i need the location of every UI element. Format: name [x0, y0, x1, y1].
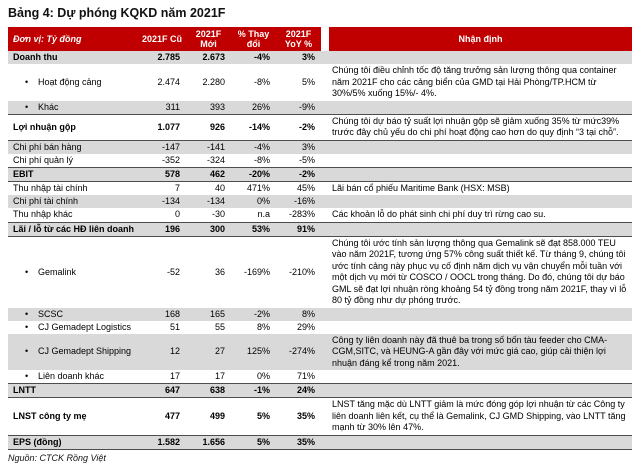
- table-row: [8, 334, 632, 371]
- row-label-cell: [8, 51, 138, 64]
- table-row: [8, 182, 632, 196]
- table-row: [8, 208, 632, 222]
- row-label: LNST công ty mẹ: [13, 410, 87, 421]
- cell-new: 40: [214, 182, 225, 193]
- row-comment: [329, 57, 632, 59]
- cell-yoy: -274%: [288, 346, 315, 357]
- cell-change: 53%: [251, 223, 270, 234]
- cell-old: 51: [169, 321, 180, 332]
- cell-yoy: -2%: [298, 168, 315, 179]
- cell-new: 2.673: [202, 52, 225, 62]
- cell-new: 300: [209, 223, 225, 234]
- cell-yoy: -210%: [288, 266, 315, 277]
- row-comment: Chúng tôi điều chỉnh tốc độ tăng trưởng sản lượng thông qua container năm 2021F cho các cảng biển của GMD tại Hải Phòng/TP.HCM từ 30%/5% xuống 15%/- 4%.: [332, 65, 617, 98]
- row-comment: [329, 106, 632, 108]
- row-label-cell: [8, 168, 138, 181]
- row-comment: Các khoản lỗ do phát sinh chi phí duy trì rừng cao su.: [332, 209, 546, 219]
- table-row: [8, 51, 632, 64]
- row-comment: [329, 326, 632, 328]
- cell-old: 578: [164, 168, 180, 179]
- cell-change: 5%: [256, 410, 270, 421]
- cell-yoy: -283%: [288, 209, 315, 220]
- row-label: Lãi / lỗ từ các HĐ liên doanh: [13, 223, 135, 234]
- cell-change: -1%: [253, 385, 270, 395]
- row-comment: [329, 390, 632, 392]
- row-label: CJ Gemadept Shipping: [38, 346, 132, 357]
- cell-new: 55: [214, 321, 225, 332]
- forecast-table: [8, 27, 632, 450]
- row-label-cell: [8, 154, 138, 167]
- cell-new: 393: [209, 101, 225, 112]
- cell-new: 462: [209, 168, 225, 179]
- table-row: [8, 398, 632, 435]
- row-comment: [329, 376, 632, 378]
- row-label-cell: [8, 266, 138, 279]
- table-title: Bảng 4: Dự phóng KQKD năm 2021F: [8, 6, 226, 20]
- cell-yoy: 91%: [296, 223, 315, 234]
- cell-new: 27: [214, 346, 225, 357]
- cell-new: 36: [214, 266, 225, 277]
- header-unit: Đơn vị: Tỷ đồng: [8, 27, 138, 51]
- cell-old: 1.582: [157, 436, 180, 447]
- cell-yoy: 45%: [296, 182, 315, 193]
- cell-yoy: 8%: [301, 308, 315, 319]
- cell-yoy: -2%: [298, 121, 315, 132]
- cell-yoy: -16%: [293, 196, 315, 206]
- cell-old: -352: [161, 154, 180, 165]
- row-label: Liên doanh khác: [38, 371, 105, 381]
- table-body: [8, 51, 632, 450]
- cell-old: 7: [174, 182, 180, 193]
- row-label: EPS (đồng): [13, 436, 62, 447]
- row-label: Chi phí tài chính: [13, 196, 79, 206]
- table-row: [8, 308, 632, 321]
- table-row: [8, 114, 632, 141]
- row-comment: [329, 173, 632, 175]
- cell-change: -8%: [253, 154, 270, 165]
- cell-old: 647: [164, 385, 180, 395]
- row-comment: Chúng tôi dự báo tỷ suất lợi nhuận gộp sẽ giảm xuống 35% từ mức39% trước đây chủ yếu do chi phí hoạt động cao hơn do quy định “3 tại chỗ”.: [332, 115, 620, 137]
- table-row: [8, 154, 632, 167]
- cell-change: 5%: [256, 436, 270, 447]
- header-yoy: 2021F YoY %: [276, 27, 321, 51]
- row-label-cell: [8, 76, 138, 89]
- cell-change: 0%: [256, 196, 270, 206]
- cell-change: 471%: [246, 182, 270, 193]
- cell-change: 26%: [251, 101, 270, 112]
- header-change: % Thay đổi: [231, 27, 276, 51]
- cell-yoy: 71%: [296, 371, 315, 381]
- table-row: [8, 167, 632, 182]
- cell-change: -8%: [253, 76, 270, 87]
- cell-new: -141: [206, 141, 225, 152]
- table-row: [8, 64, 632, 101]
- row-label-cell: [8, 101, 138, 114]
- row-label: Gemalink: [38, 266, 77, 277]
- cell-old: -134: [161, 196, 180, 206]
- table-header: [8, 27, 632, 51]
- row-label-cell: [8, 321, 138, 334]
- cell-old: 2.474: [157, 76, 180, 87]
- row-label: Chi phí quản lý: [13, 154, 74, 165]
- table-row: [8, 237, 632, 308]
- cell-change: -2%: [253, 308, 270, 319]
- row-label-cell: [8, 410, 138, 423]
- row-label-cell: [8, 370, 138, 383]
- cell-yoy: -9%: [298, 101, 315, 112]
- row-label-cell: [8, 223, 138, 236]
- row-label-cell: [8, 141, 138, 154]
- row-label: Hoạt động cảng: [38, 76, 102, 87]
- row-label-cell: [8, 436, 138, 449]
- row-label: Thu nhập tài chính: [13, 182, 88, 193]
- table-row: [8, 383, 632, 398]
- cell-new: 499: [209, 410, 225, 421]
- bullet-icon: •: [25, 346, 29, 357]
- cell-old: 168: [164, 308, 180, 319]
- cell-change: 0%: [256, 371, 270, 381]
- bullet-icon: •: [25, 101, 29, 112]
- cell-yoy: -5%: [298, 154, 315, 165]
- row-comment: [329, 313, 632, 315]
- header-comment: Nhận định: [329, 27, 632, 51]
- row-comment: Chúng tôi ước tính sản lượng thông qua Gemalink sẽ đạt 858.000 TEU vào năm 2021F, tương ứng 57% công suất thiết kế. Từ tháng 9, chúng tôi ước tính cảng này phục vụ cố định năm dịch vụ vận chuyển mỗi tuần với một dịch vụ mới từ COSCO / OOCL trong tháng. Do đó, chúng tôi dự báo GML sẽ đạt lợi nhuận ròng khoảng 54 tỷ đồng trong năm 2021F, thay vì lỗ 80 tỷ đồng như dự phóng trước.: [332, 237, 627, 305]
- row-comment: [329, 441, 632, 443]
- cell-new: -324: [206, 154, 225, 165]
- row-comment: LNST tăng mặc dù LNTT giảm là mức đóng góp lợi nhuận từ các Công ty liên doanh liên kết, cụ thể là Gemalink, CJ GMD Shipping, vào LNTT tăng mạnh từ 30% lên 47%.: [332, 399, 626, 432]
- cell-old: 17: [169, 371, 180, 381]
- row-label: EBIT: [13, 168, 34, 179]
- row-comment: [329, 228, 632, 230]
- row-label: Khác: [38, 101, 59, 112]
- row-label: Thu nhập khác: [13, 209, 73, 220]
- header-gap: [321, 27, 329, 51]
- row-label-cell: [8, 195, 138, 208]
- row-label-cell: [8, 345, 138, 358]
- header-2021f-new: 2021F Mới: [186, 27, 231, 51]
- header-2021f-old: 2021F Cũ: [138, 27, 186, 51]
- row-label: LNTT: [13, 385, 36, 395]
- table-row: [8, 141, 632, 154]
- cell-change: -4%: [253, 141, 270, 152]
- cell-new: 1.656: [202, 436, 225, 447]
- bullet-icon: •: [25, 266, 29, 277]
- cell-old: 311: [165, 101, 180, 112]
- bullet-icon: •: [25, 321, 29, 332]
- row-label: CJ Gemadept Logistics: [38, 321, 132, 332]
- cell-new: 2.280: [202, 76, 225, 87]
- cell-change: -20%: [248, 168, 270, 179]
- cell-change: -169%: [243, 266, 270, 277]
- cell-old: -52: [166, 266, 180, 277]
- table-row: [8, 101, 632, 114]
- cell-yoy: 3%: [301, 52, 315, 62]
- cell-old: 196: [164, 223, 180, 234]
- row-comment: Công ty liên doanh này đã thuê ba trong số bốn tàu feeder cho CMA-CGM,SITC, và HEUNG-A gần đây với mức giá cao, giúp cải thiện lợi nhuận đáng kể trong năm 2021.: [332, 334, 608, 368]
- row-label: Doanh thu: [13, 52, 58, 62]
- cell-old: 477: [164, 410, 180, 421]
- cell-old: -147: [161, 141, 180, 152]
- row-label: SCSC: [38, 308, 64, 319]
- row-label: Chi phí bán hàng: [13, 141, 82, 152]
- cell-change: -14%: [248, 121, 270, 132]
- table-row: [8, 321, 632, 334]
- table-row: [8, 195, 632, 208]
- row-label-cell: [8, 208, 138, 221]
- row-label-cell: [8, 121, 138, 134]
- row-comment: [329, 146, 632, 148]
- cell-yoy: 29%: [296, 321, 315, 332]
- cell-new: 17: [214, 371, 225, 381]
- row-comment: Lãi bán cổ phiếu Maritime Bank (HSX: MSB): [332, 182, 510, 193]
- table-row: [8, 435, 632, 450]
- row-label-cell: [8, 182, 138, 195]
- cell-yoy: 3%: [301, 141, 315, 152]
- cell-old: 0: [174, 209, 180, 220]
- cell-new: -134: [206, 196, 225, 206]
- cell-change: 125%: [246, 346, 270, 357]
- row-label-cell: [8, 308, 138, 321]
- cell-yoy: 35%: [296, 410, 315, 421]
- cell-new: 926: [209, 121, 225, 132]
- cell-change: 8%: [256, 321, 270, 332]
- table-row: [8, 222, 632, 237]
- cell-yoy: 24%: [296, 385, 315, 395]
- cell-yoy: 35%: [296, 436, 315, 447]
- cell-yoy: 5%: [301, 76, 315, 87]
- row-label-cell: [8, 384, 138, 397]
- cell-change: -4%: [253, 52, 270, 62]
- bullet-icon: •: [25, 308, 29, 319]
- bullet-icon: •: [25, 371, 29, 381]
- cell-new: 638: [209, 385, 225, 395]
- cell-new: 165: [209, 308, 225, 319]
- cell-old: 12: [169, 346, 180, 357]
- row-comment: [329, 201, 632, 203]
- table-row: [8, 370, 632, 383]
- cell-old: 1.077: [157, 121, 180, 132]
- cell-change: n.a: [257, 209, 270, 220]
- row-comment: [329, 159, 632, 161]
- bullet-icon: •: [25, 76, 29, 87]
- cell-new: -30: [211, 209, 225, 220]
- row-label: Lợi nhuận gộp: [13, 121, 76, 132]
- source-note: Nguồn: CTCK Rồng Việt: [8, 452, 106, 463]
- cell-old: 2.785: [157, 52, 180, 62]
